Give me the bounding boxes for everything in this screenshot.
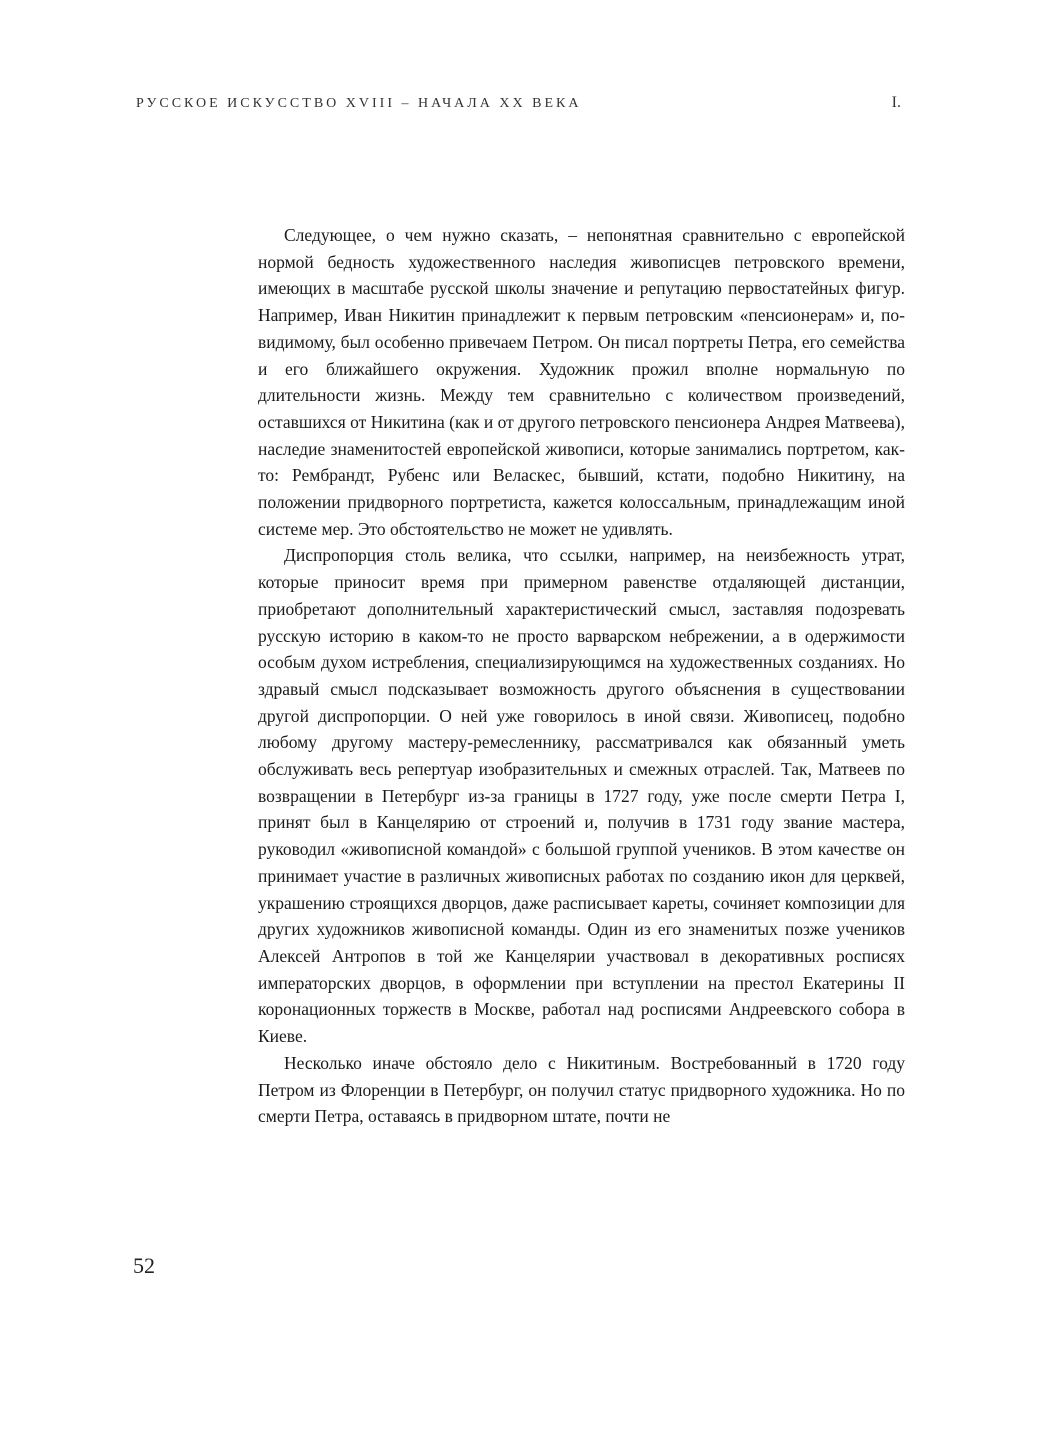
paragraph: Диспропорция столь велика, что ссылки, например, на неизбежность утрат, которые приносит время при примерном равенстве отдаляющей дистанции, приобретают дополнительный характеристический смысл, заставляя подозревать русскую историю в каком-то не просто варварском небрежении, а в одержимости особым духом истребления, специализирующимся на художественных созданиях. Но здравый смысл подсказывает возможность другого объяснения в существовании другой диспропорции. О ней уже говорилось в иной связи. Живописец, подобно любому другому мастеру-ремесленнику, рассматривался как обязанный уметь обслуживать весь репертуар изобразительных и смежных отраслей. Так, Матвеев по возвращении в Петербург из-за границы в 1727 году, уже после смерти Петра I, принят был в Канцелярию от строений и, получив в 1731 году звание мастера, руководил «живописной командой» с большой группой учеников. В этом качестве он принимает участие в различных живописных работах по созданию икон для церквей, украшению строящихся дворцов, даже расписывает кареты, сочиняет композиции для других художников живописной команды. Один из его знаменитых позже учеников Алексей Антропов в той же Канцелярии участвовал в декоративных росписях императорских дворцов, в оформлении при вступлении на престол Екатерины II коронационных торжеств в Москве, работал над росписями Андреевского собора в Киеве. — [258, 545, 905, 1047]
body-text — [258, 222, 905, 1130]
running-head: РУССКОЕ ИСКУССТВО XVIII – НАЧАЛА XX ВЕКА — [136, 96, 582, 111]
chapter-number: I. — [891, 94, 901, 111]
paragraph: Несколько иначе обстояло дело с Никитиным. Востребованный в 1720 году Петром из Флоренции в Петербург, он получил статус придворного художника. Но по смерти Петра, оставаясь в придворном штате, почти не — [258, 1052, 905, 1127]
page-number: 52 — [133, 1253, 155, 1278]
paragraph: Следующее, о чем нужно сказать, – непонятная сравнительно с европейской нормой бедность художественного наследия живописцев петровского времени, имеющих в масштабе русской школы значение и репутацию первостатейных фигур. Например, Иван Никитин принадлежит к первым петровским «пенсионерам» и, по-видимому, был особенно привечаем Петром. Он писал портреты Петра, его семейства и его ближайшего окружения. Художник прожил вполне нормальную по длительности жизнь. Между тем сравнительно с количеством произведений, оставшихся от Никитина (как и от другого петровского пенсионера Андрея Матвеева), наследие знаменитостей европейской живописи, которые занимались портретом, как-то: Рембрандт, Рубенс или Веласкес, бывший, кстати, подобно Никитину, на положении придворного портретиста, кажется колоссальным, принадлежащим иной системе мер. Это обстоятельство не может не удивлять. — [258, 225, 905, 539]
